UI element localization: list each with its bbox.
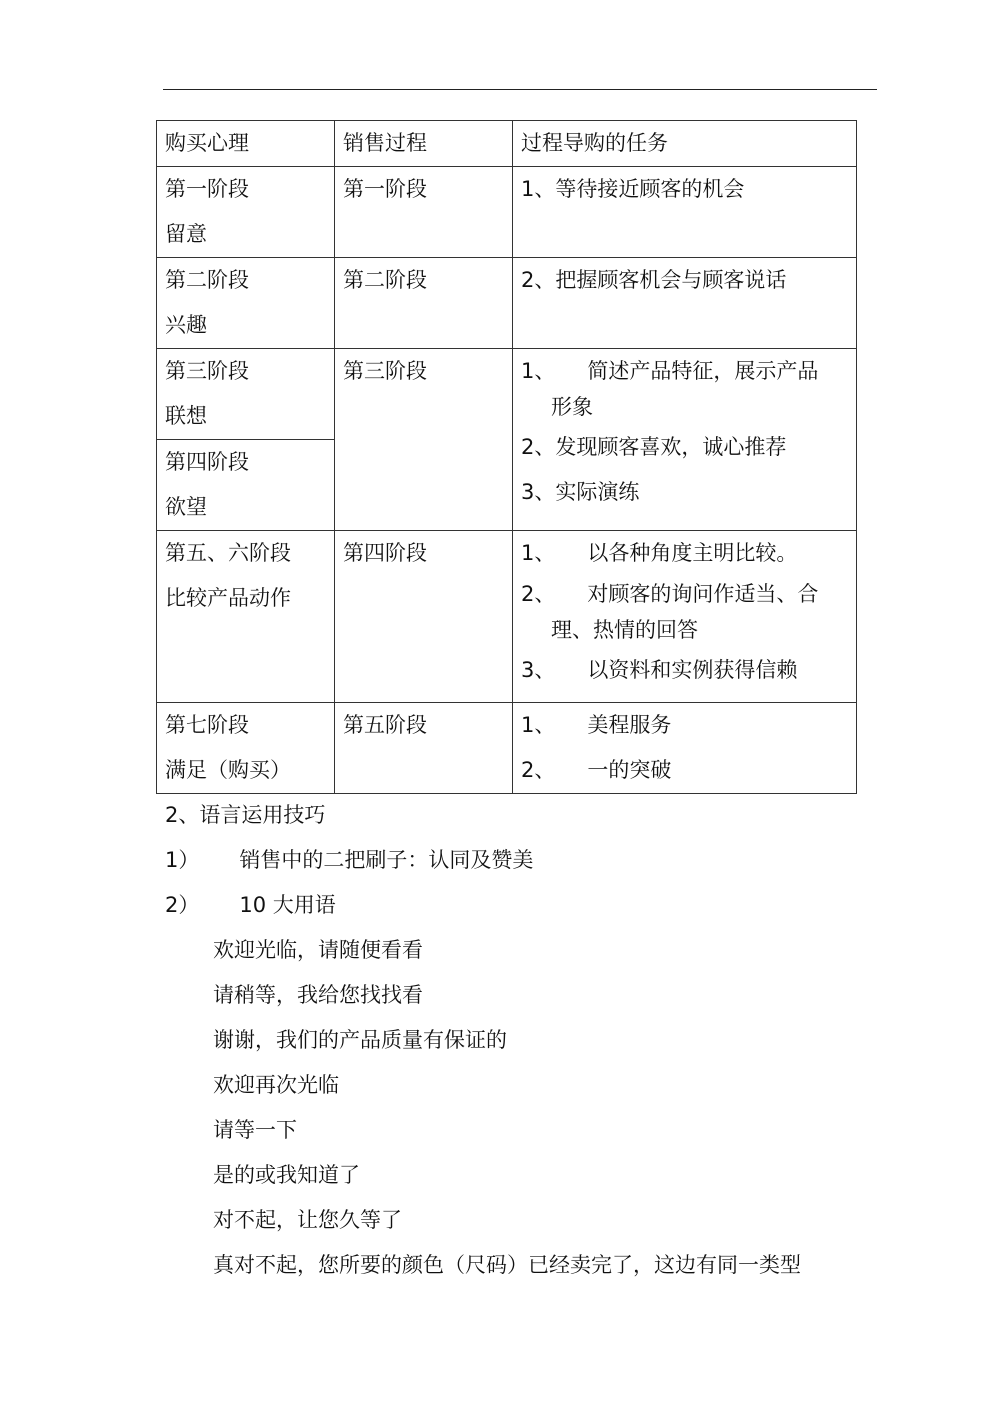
header-rule [163,89,877,90]
table-cell: 第五阶段 [343,713,427,737]
list-item: 2） 10 大用语 [165,893,336,917]
section-title: 2、语言运用技巧 [165,803,326,827]
table-cell: 第七阶段 [165,713,249,737]
table-cell: 欲望 [165,495,207,519]
header-cell: 过程导购的任务 [521,131,668,155]
table-cell: 第三阶段 [165,359,249,383]
table-cell: 兴趣 [165,313,207,337]
table-cell: 第二阶段 [165,268,249,292]
table-cell: 第四阶段 [165,450,249,474]
phrase-line: 谢谢，我们的产品质量有保证的 [213,1028,507,1052]
task-item: 1、 以各种角度主明比较。 [521,541,798,565]
table-header-row [157,121,857,167]
phrase-line: 欢迎光临，请随便看看 [213,938,423,962]
phrase-line: 真对不起，您所要的颜色（尺码）已经卖完了，这边有同一类型 [213,1253,801,1277]
phrase-line: 请等一下 [213,1118,297,1142]
table-cell: 联想 [165,404,207,428]
table-cell: 满足（购买） [165,758,291,782]
task-item: 1、 美程服务 [521,713,672,737]
table-row [157,531,857,703]
table-cell: 第二阶段 [343,268,427,292]
table-cell: 第五、六阶段 [165,541,291,565]
phrase-line: 是的或我知道了 [213,1163,360,1187]
table-cell: 2、把握顾客机会与顾客说话 [521,268,787,292]
task-item: 2、发现顾客喜欢，诚心推荐 [521,435,787,459]
task-item: 2、 一的突破 [521,758,672,782]
task-item: 1、 简述产品特征，展示产品 形象 [521,359,819,419]
table-cell: 比较产品动作 [165,586,291,610]
table-row [157,703,857,794]
table-row [157,349,857,440]
phrase-line: 欢迎再次光临 [213,1073,339,1097]
table-cell: 第一阶段 [343,177,427,201]
table-cell: 第四阶段 [343,541,427,565]
list-item: 1） 销售中的二把刷子：认同及赞美 [165,848,534,872]
phrase-line: 请稍等，我给您找找看 [213,983,423,1007]
phrase-line: 对不起，让您久等了 [213,1208,402,1232]
header-cell: 购买心理 [165,131,249,155]
table-cell: 第一阶段 [165,177,249,201]
table-cell: 第三阶段 [343,359,427,383]
table-row [157,258,857,349]
table-cell: 留意 [165,222,207,246]
header-cell: 销售过程 [343,131,427,155]
table-row [157,167,857,258]
task-item: 2、 对顾客的询问作适当、合 理、热情的回答 [521,582,819,642]
table-cell: 1、等待接近顾客的机会 [521,177,745,201]
task-item: 3、 以资料和实例获得信赖 [521,658,798,682]
sales-process-table [156,120,857,794]
task-item: 3、实际演练 [521,480,640,504]
